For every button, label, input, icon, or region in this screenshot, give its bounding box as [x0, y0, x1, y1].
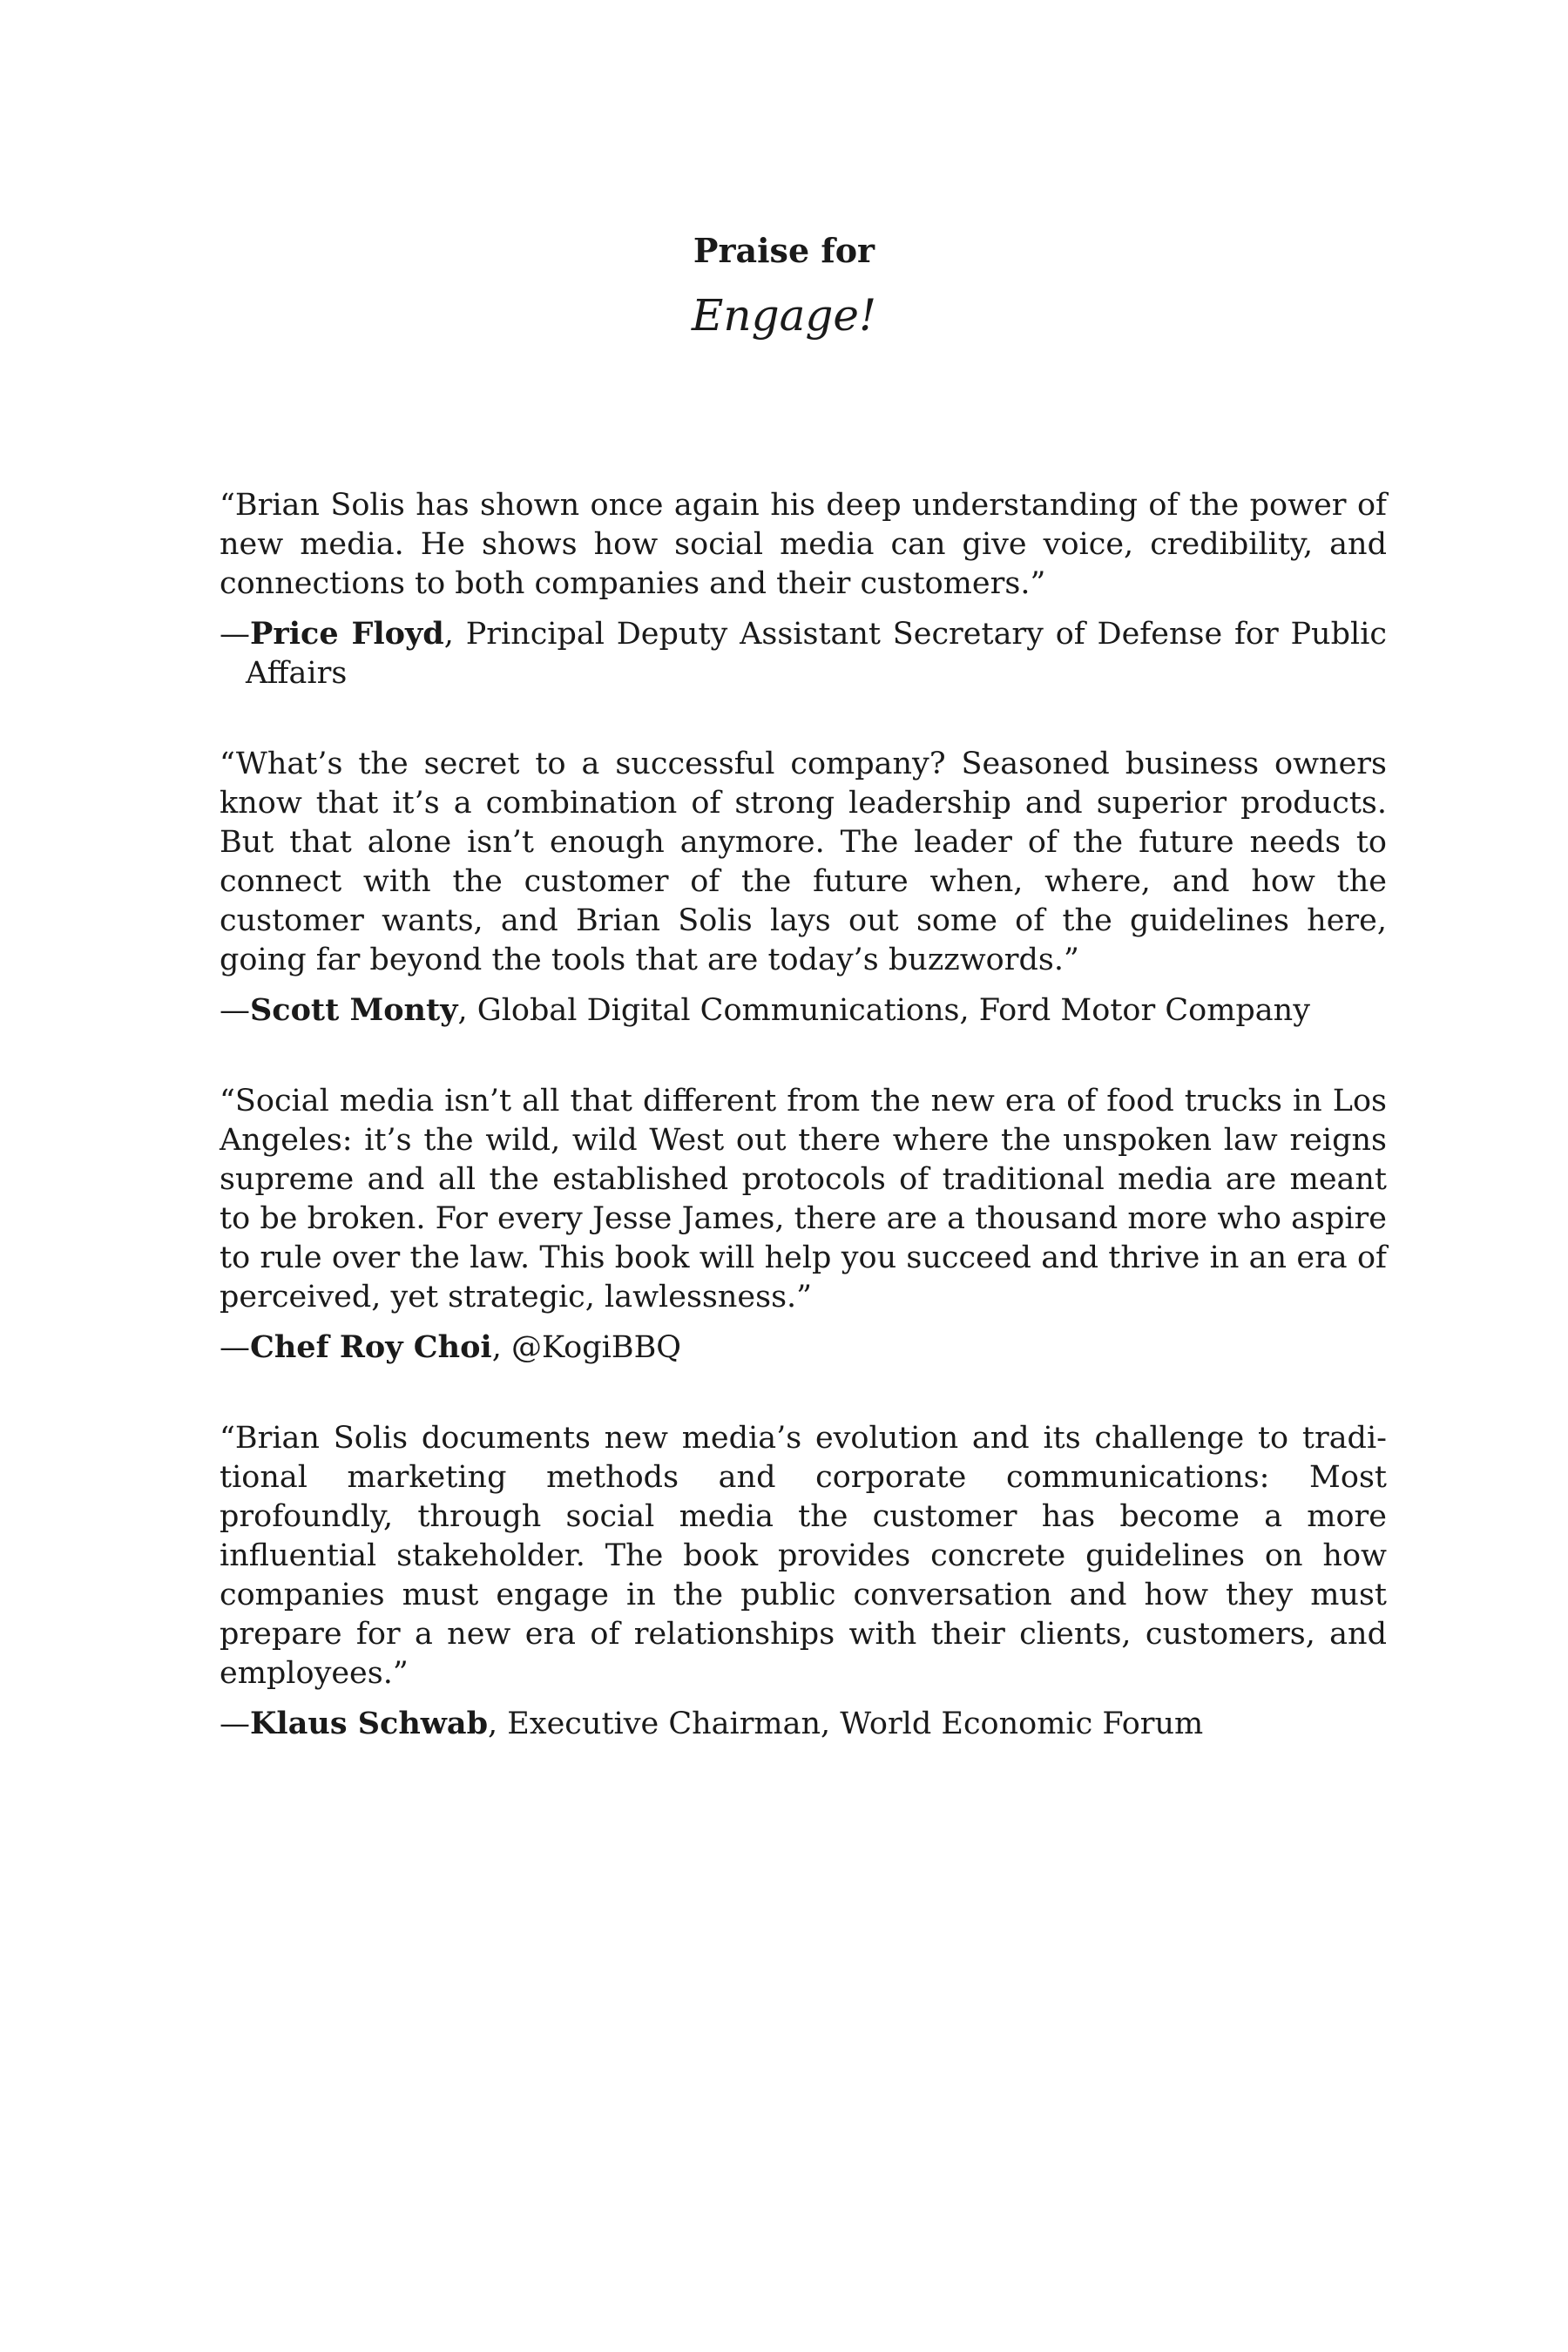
testimonial-attribution — [220, 1704, 1387, 1744]
praise-heading: Praise for — [693, 231, 875, 270]
testimonial-attribution — [220, 990, 1387, 1031]
endorser-name: Chef Roy Choi — [250, 1329, 492, 1365]
testimonial-quote: “Brian Solis has shown once again his deep understanding of the power of new media. He shows how social media can give voice, credibility, and connections to both companies and their customers.” — [220, 488, 1387, 601]
testimonial — [220, 1082, 1387, 1368]
testimonial-quote: “What’s the secret to a successful company? Seasoned business owners know that it’s a combination of strong leadership and superior products. But that alone isn’t enough anymore. The leader of the future needs to connect with the customer of the future when, where, and how the customer wants, and Brian Solis lays out some of the guidelines here, going far beyond the tools that are today’s buzzwords.” — [220, 747, 1387, 977]
endorser-name: Price Floyd — [250, 616, 444, 652]
attribution-dash: — — [220, 617, 250, 652]
attribution-dash: — — [220, 1330, 250, 1365]
attribution-dash: — — [220, 993, 250, 1028]
endorser-affiliation: , Executive Chairman, World Economic Forum — [488, 1707, 1204, 1741]
testimonial-quote: “Social media isn’t all that different from the new era of food trucks in Los Angeles: it’s the wild, wild West out there where the unspoken law reigns supreme and all the established protocols of traditional media are meant to be broken. For every Jesse James, there are a thousand more who aspire to rule over the law. This book will help you succeed and thrive in an era of perceived, yet strategic, lawlessness.” — [220, 1084, 1387, 1315]
book-title: Engage! — [691, 290, 877, 341]
testimonial — [220, 745, 1387, 1031]
testimonial-quote: “Brian Solis documents new media’s evolution and its challenge to traditional marketing methods and corporate communications: Most profoundly, through social media the customer has become a more influential stakeholder. The book provides concrete guidelines on how companies must engage in the public conversation and how they must prepare for a new era of relationships with their clients, customers, and employees.” — [220, 1421, 1387, 1691]
attribution-dash: — — [220, 1707, 250, 1741]
endorser-name: Scott Monty — [250, 992, 458, 1028]
testimonial-attribution — [220, 1328, 1387, 1368]
testimonial — [220, 1419, 1387, 1744]
testimonial — [220, 486, 1387, 693]
endorser-affiliation: , @KogiBBQ — [491, 1330, 681, 1365]
endorser-name: Klaus Schwab — [250, 1706, 489, 1741]
testimonials — [220, 486, 1387, 1795]
endorser-affiliation: , Global Digital Communications, Ford Motor Company — [457, 993, 1310, 1028]
testimonial-attribution — [220, 614, 1387, 693]
endorser-affiliation: , Principal Deputy Assistant Secretary of Defense for Public Affairs — [246, 617, 1387, 691]
